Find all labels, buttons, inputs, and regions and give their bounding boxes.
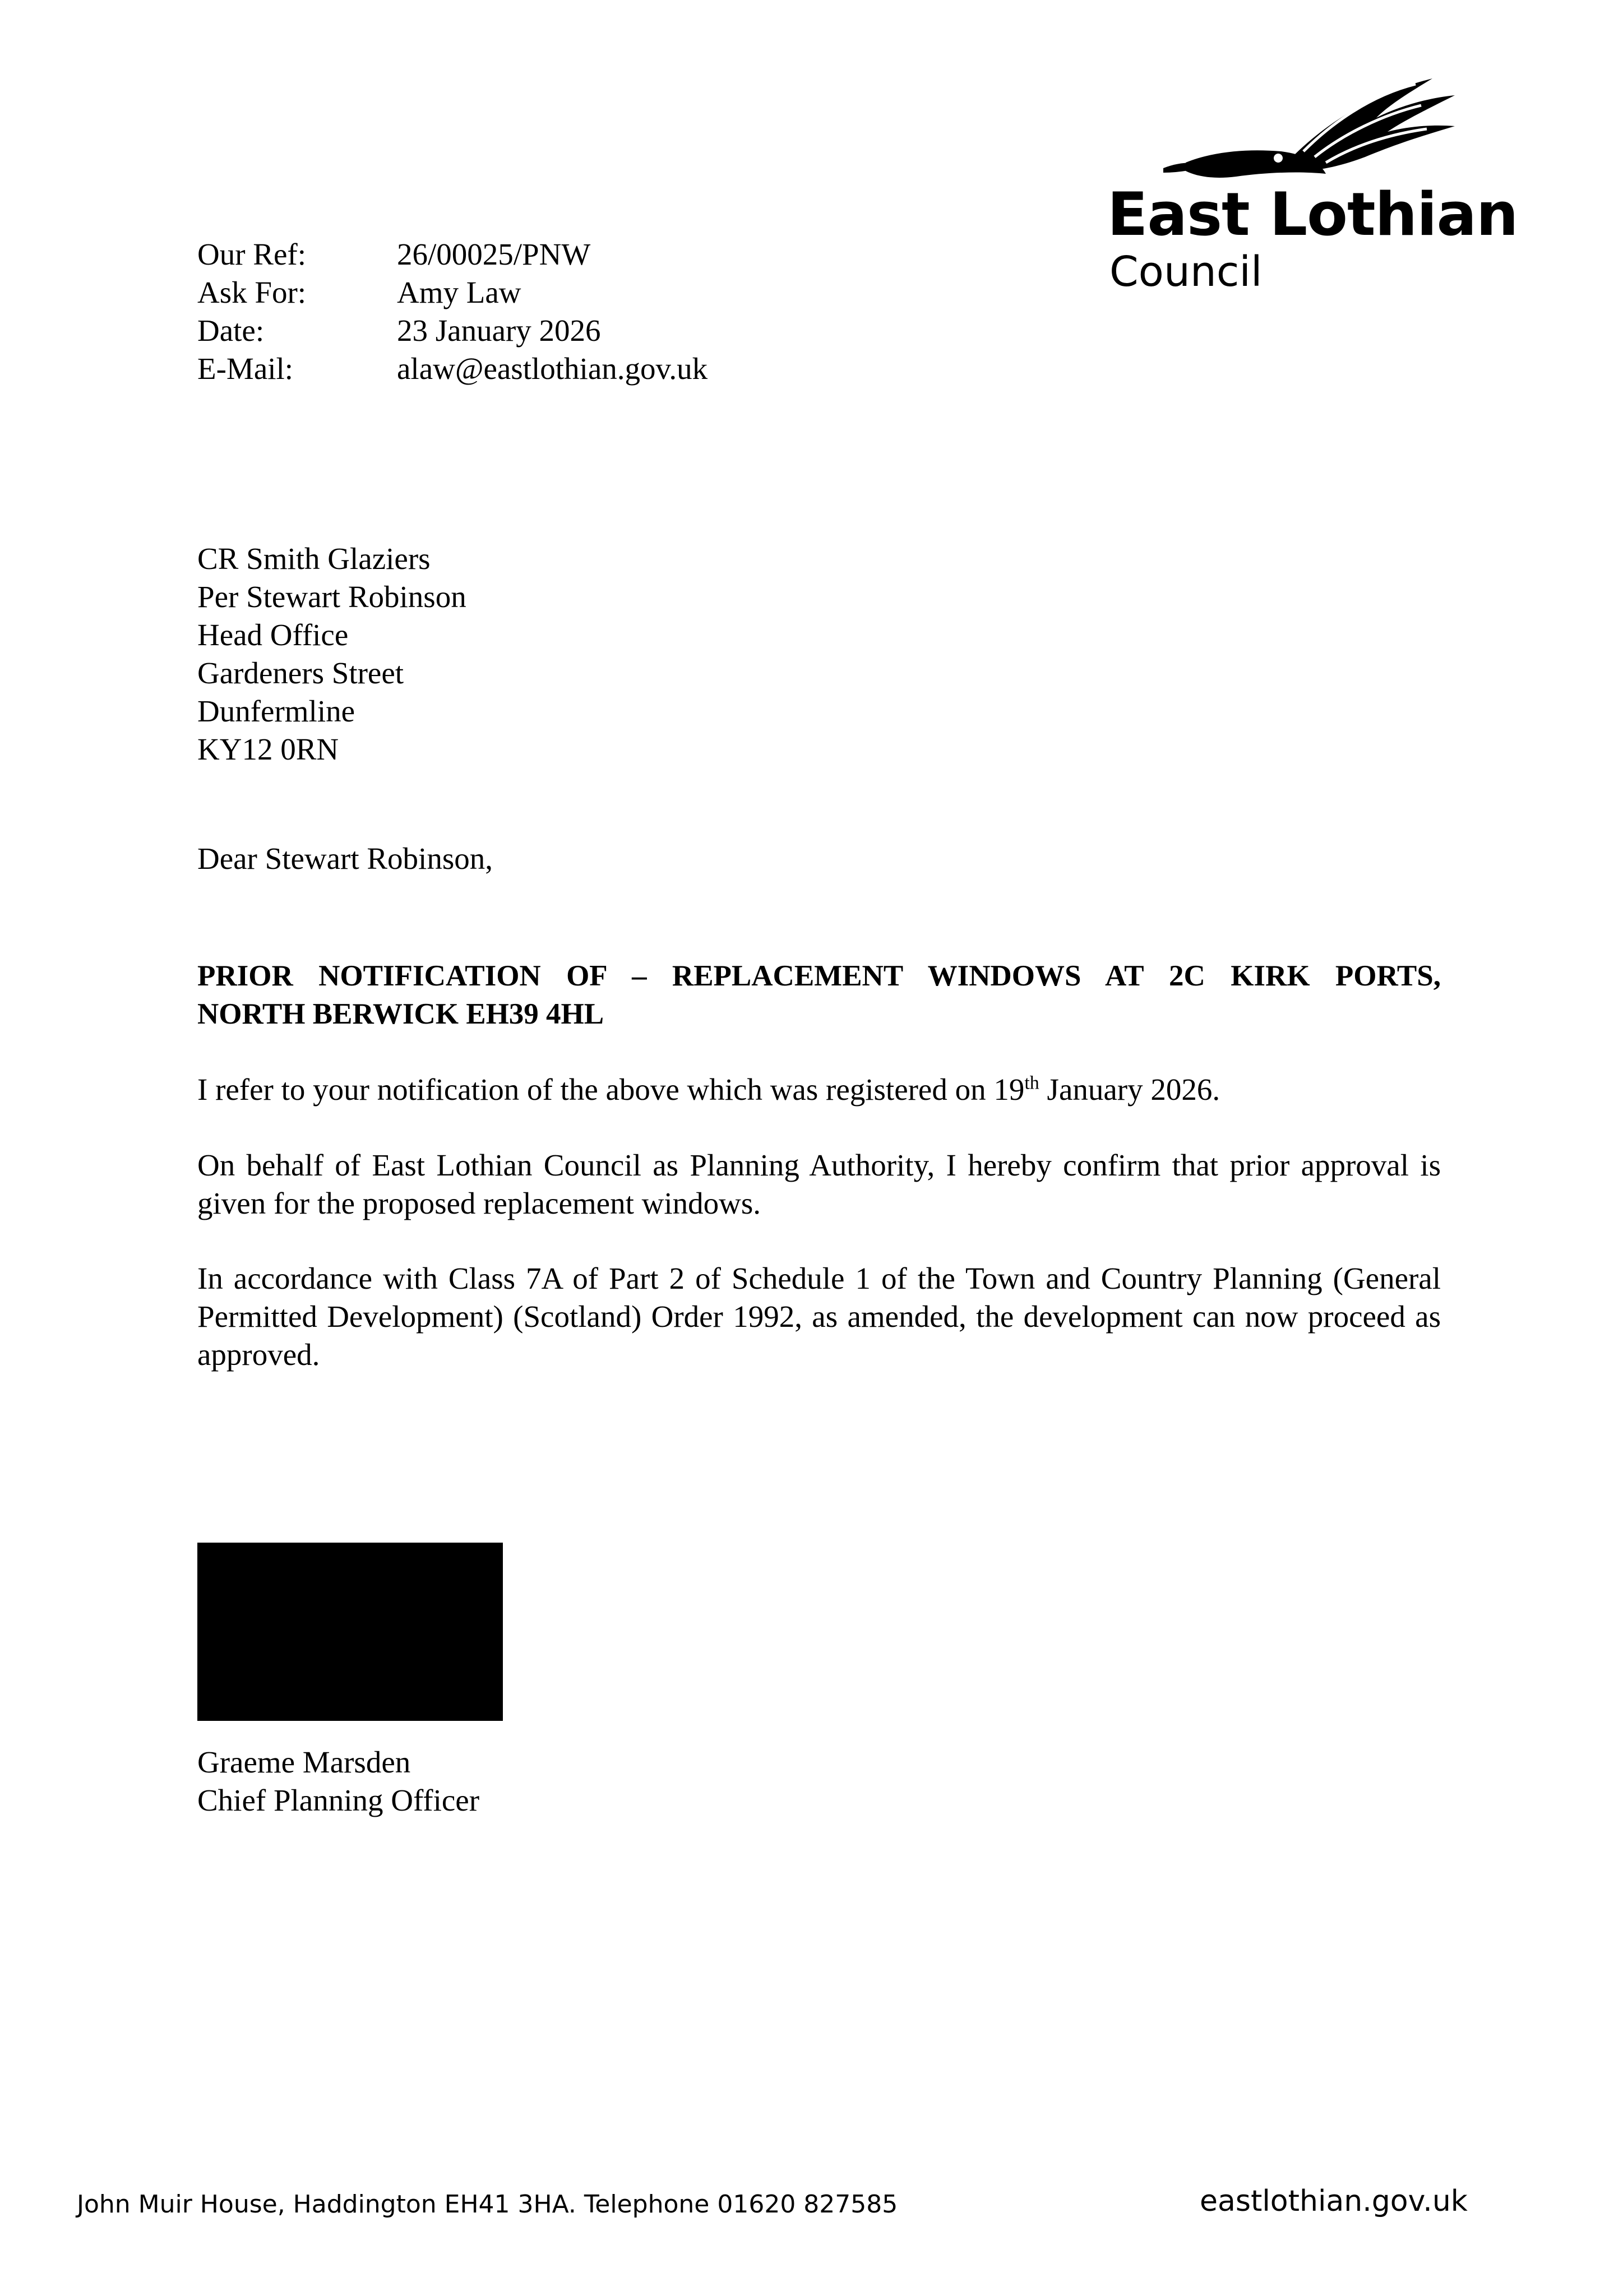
ref-row-our-ref: [197, 235, 708, 274]
salutation: Dear Stewart Robinson,: [197, 841, 493, 876]
address-line: Head Office: [197, 618, 349, 652]
ref-row-date: [197, 312, 708, 350]
ref-label: E-Mail:: [197, 351, 294, 386]
body-paragraph-3: In accordance with Class 7A of Part 2 of Schedule 1 of the Town and Country Planning (General Permitted Development) (Scotland) Order 1992, as amended, the development can now proceed as approved.: [197, 1261, 1441, 1372]
subject-heading: PRIOR NOTIFICATION OF – REPLACEMENT WINDOWS AT 2C KIRK PORTS,: [197, 960, 1441, 992]
ref-value: Amy Law: [397, 275, 521, 309]
logo-wordmark-primary: East Lothian: [1107, 180, 1518, 249]
subject-heading-line2: NORTH BERWICK EH39 4HL: [197, 998, 604, 1030]
ref-row-email: [197, 350, 708, 388]
address-line: Per Stewart Robinson: [197, 580, 466, 614]
footer-address: John Muir House, Haddington EH41 3HA. Telephone 01620 827585: [77, 2190, 898, 2219]
signatory-name: Graeme Marsden: [197, 1745, 411, 1779]
body-paragraph-1: [197, 1071, 1441, 1109]
ref-value-email: alaw@eastlothian.gov.uk: [397, 351, 708, 386]
ref-label: Ask For:: [197, 275, 307, 309]
reference-block: [197, 235, 708, 388]
address-line: Dunfermline: [197, 694, 355, 728]
eagle-icon: [1152, 73, 1477, 191]
signatory-title: Chief Planning Officer: [197, 1783, 480, 1817]
ref-label: Our Ref:: [197, 237, 306, 271]
para1-text: I refer to your notification of the above which was registered on 19: [197, 1072, 1025, 1107]
ref-value: 26/00025/PNW: [397, 237, 591, 271]
para1-text-end: January 2026.: [1039, 1072, 1220, 1107]
address-line: Gardeners Street: [197, 656, 404, 690]
address-line: KY12 0RN: [197, 732, 339, 766]
council-logo: [1107, 73, 1533, 308]
redacted-signature: [197, 1543, 503, 1721]
ref-value: 23 January 2026: [397, 313, 601, 348]
address-line: CR Smith Glaziers: [197, 541, 431, 576]
recipient-address: [197, 540, 466, 769]
para1-ordinal-suffix: th: [1024, 1072, 1039, 1094]
logo-wordmark-secondary: Council: [1109, 248, 1263, 296]
ref-row-ask-for: [197, 274, 708, 312]
ref-label: Date:: [197, 313, 265, 348]
footer-website: eastlothian.gov.uk: [1200, 2184, 1468, 2218]
body-paragraph-2: On behalf of East Lothian Council as Planning Authority, I hereby confirm that prior approval is given for the proposed replacement windows.: [197, 1148, 1441, 1220]
